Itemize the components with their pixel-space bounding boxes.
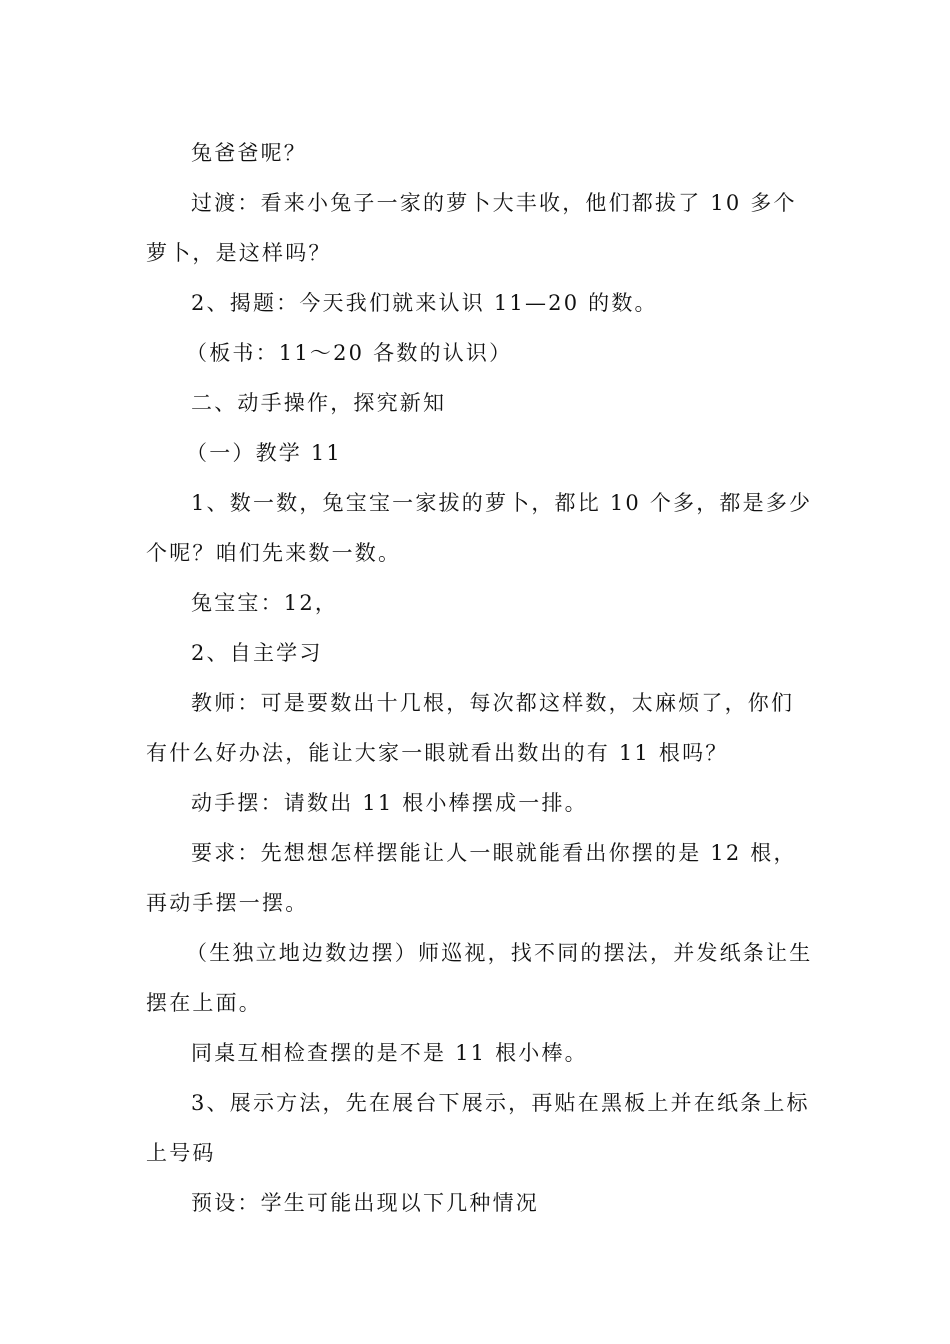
paragraph-hands-on-arrange: 动手摆：请数出 11 根小棒摆成一排。 [191,791,588,815]
paragraph-teacher-prompt: 教师：可是要数出十几根，每次都这样数，太麻烦了，你们有什么好办法，能让大家一眼就看出数出的有 11 根吗？ [146,691,795,765]
paragraph-reveal-topic: 2、揭题：今天我们就来认识 11—20 的数。 [191,291,658,315]
paragraph-student-activity: （生独立地边数边摆）师巡视，找不同的摆法，并发纸条让生摆在上面。 [146,941,813,1015]
paragraph-board-note: （板书：11～20 各数的认识） [186,341,513,365]
paragraph-rabbit-father-question: 兔爸爸呢？ [191,141,307,165]
subsection-heading-teach-11: （一）教学 11 [186,441,342,465]
paragraph-presupposition: 预设：学生可能出现以下几种情况 [191,1191,539,1215]
paragraph-transition: 过渡：看来小兔子一家的萝卜大丰收，他们都拔了 10 多个萝卜，是这样吗？ [146,191,797,265]
paragraph-peer-check: 同桌互相检查摆的是不是 11 根小棒。 [191,1041,588,1065]
paragraph-rabbit-baby-answer: 兔宝宝：12， [191,591,339,615]
document-body [146,128,816,1228]
section-heading-hands-on: 二、动手操作，探究新知 [191,391,447,415]
paragraph-self-study: 2、自主学习 [191,641,323,665]
paragraph-requirement: 要求：先想想怎样摆能让人一眼就能看出你摆的是 12 根，再动手摆一摆。 [146,841,797,915]
paragraph-count-carrots: 1、数一数，兔宝宝一家拔的萝卜，都比 10 个多，都是多少个呢？咱们先来数一数。 [146,491,813,565]
paragraph-show-methods: 3、展示方法，先在展台下展示，再贴在黑板上并在纸条上标上号码 [146,1091,810,1165]
